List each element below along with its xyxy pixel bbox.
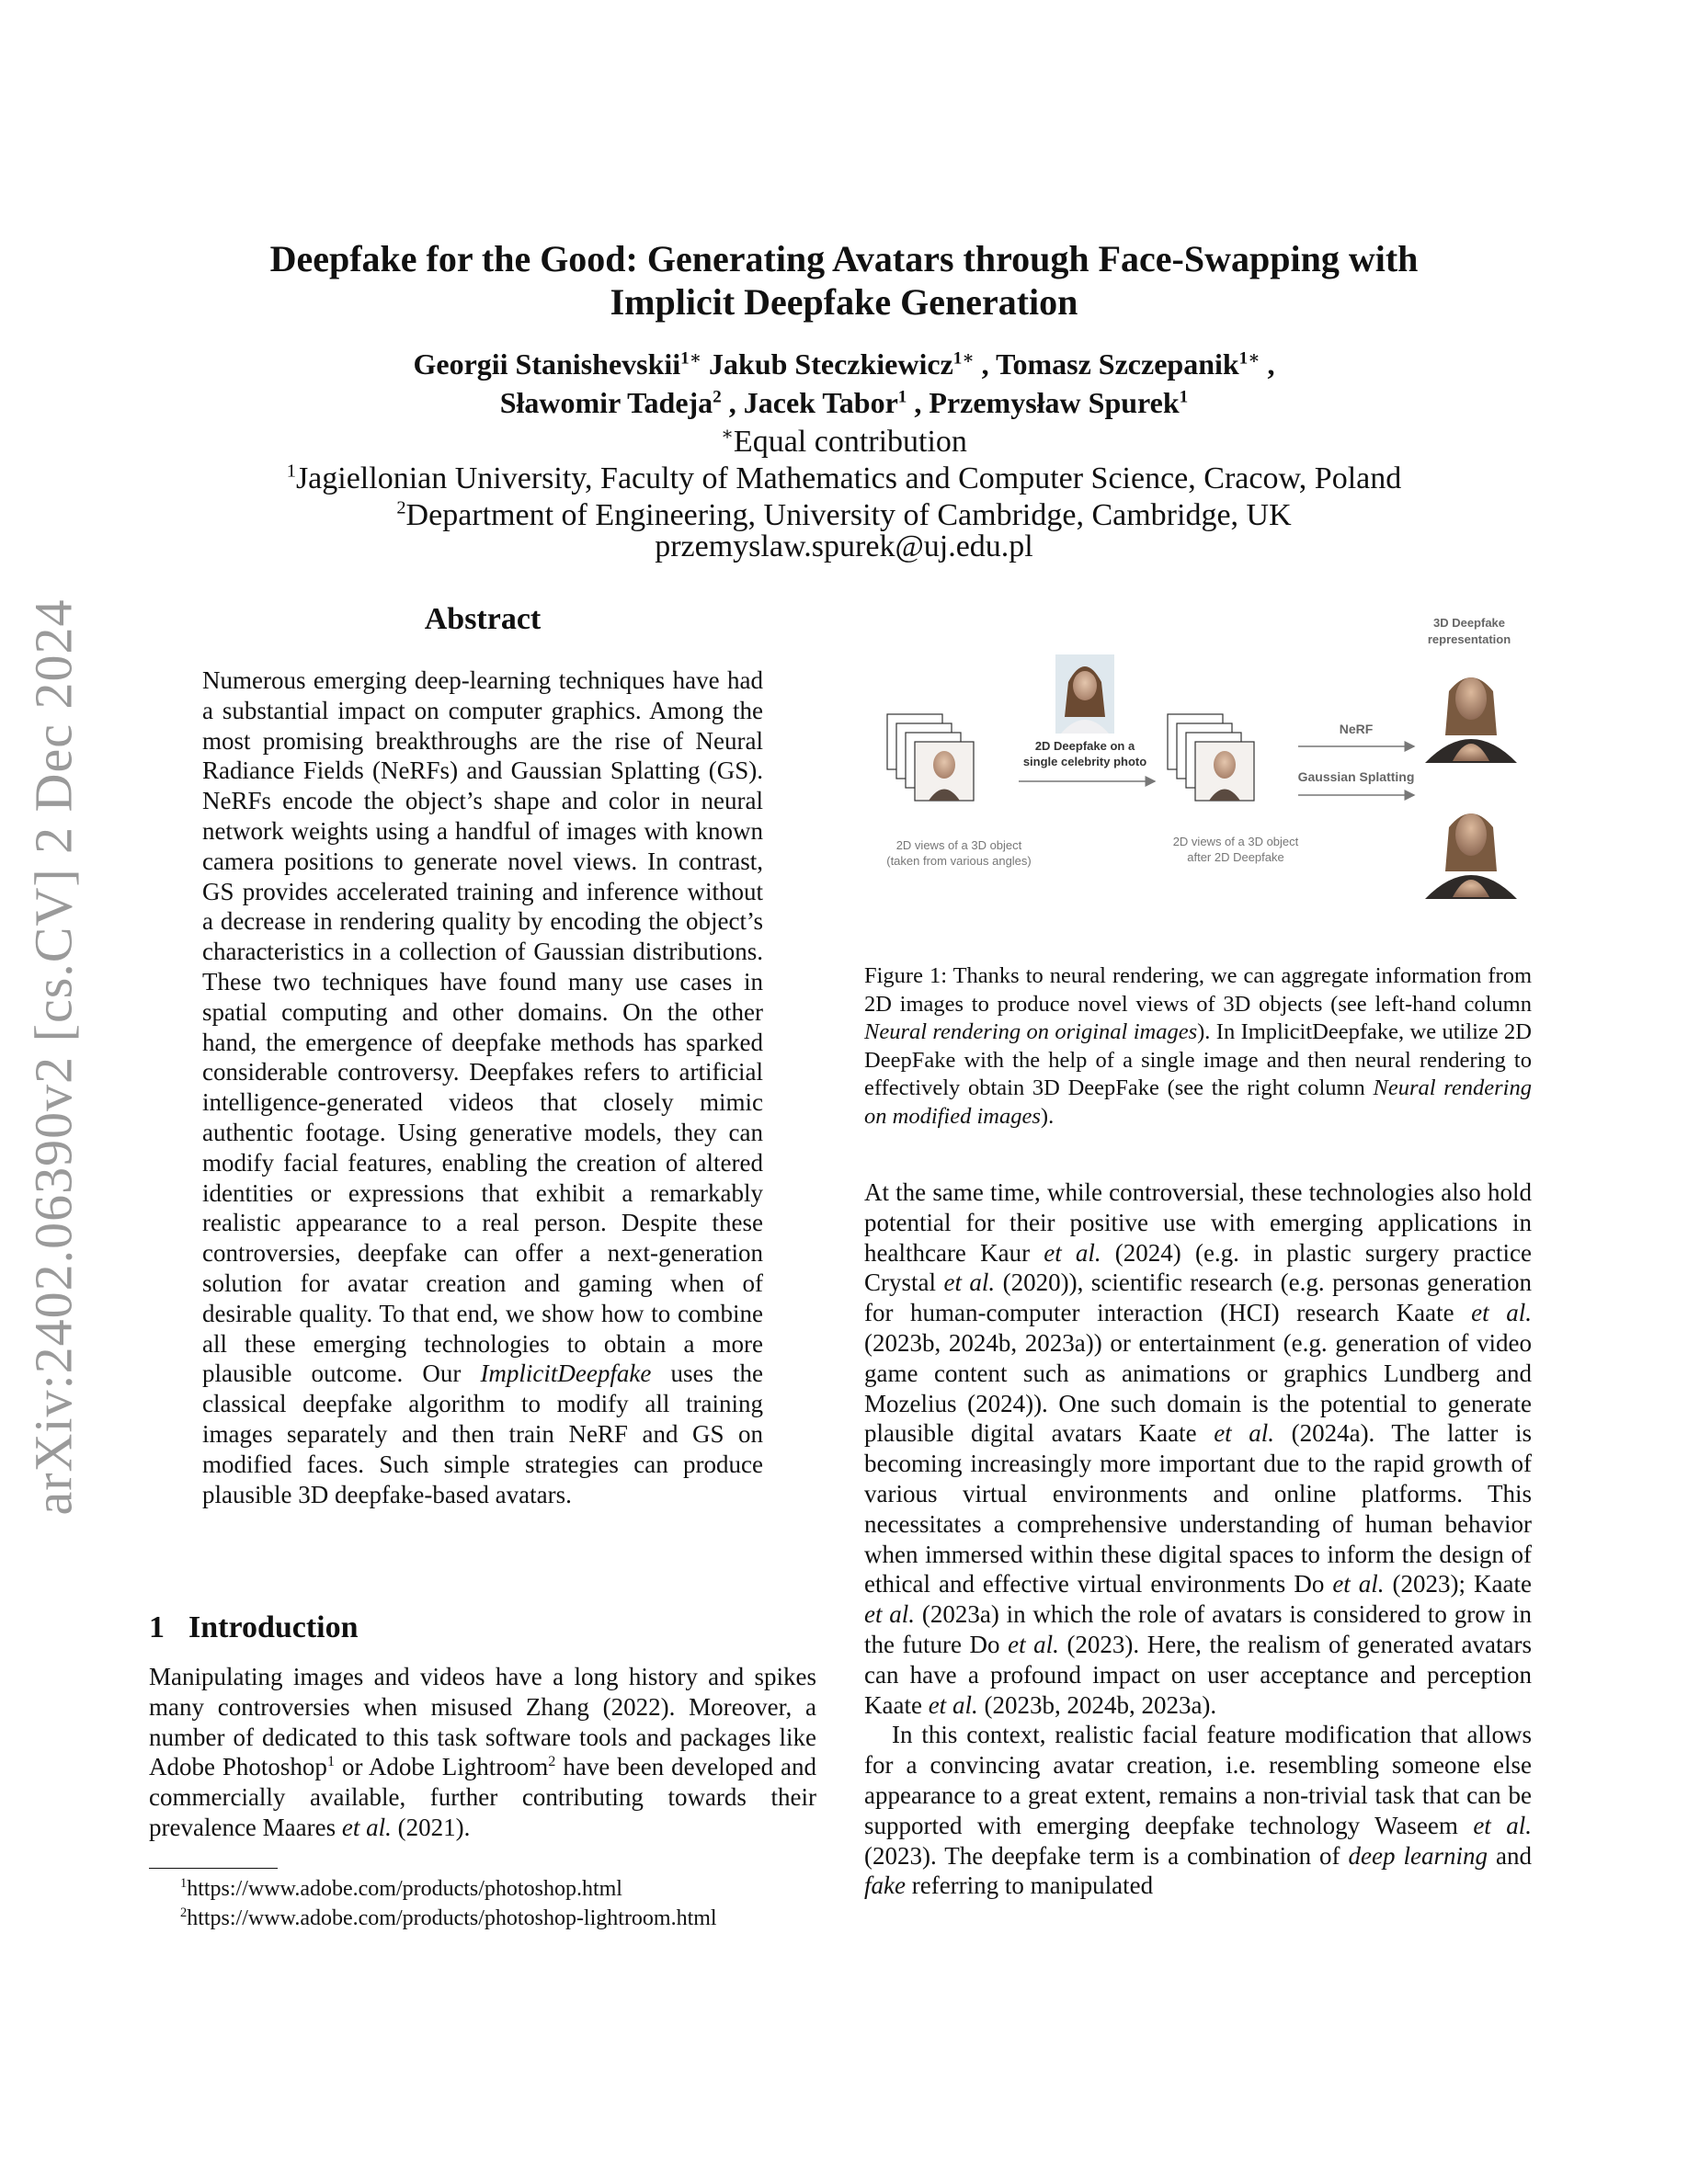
abstract-text: Numerous emerging deep-learning techniques have had a substantial impact on computer graphics. Among the most promising breakthroughs are the rise of Neural Radiance Fields (NeRFs) and Gaussian Splatting (GS). NeRFs encode the object’s shape and color in neural network weights using a handful of images with known camera positions to generate novel views. In contrast, GS provides accelerated training and inference without a decrease in rendering quality by encoding the object’s characteristics in a collection of Gaussian distributions. These two techniques have found many use cases in spatial computing and other domains. On the other hand, the emergence of deepfake methods has sparked considerable controversy. Deepfakes refers to artificial intelligence-generated videos that closely mimic authentic footage. Using generative models, they can modify facial features, enabling the creation of altered identities or expressions that exhibit a remarkably realistic appearance to a real person. Despite these controversies, deepfake can offer a next-generation solution for avatar creation and gaming when of desirable quality. To that end, we show how to combine all these emerging technologies to obtain a more plausible outcome. Our [202, 666, 763, 1388]
author-line-2: Sławomir Tadeja$^2$ , Jacek Tabor$^1$ , Przemysław Spurek$^1$ [499, 386, 1189, 419]
intro-paragraph [149, 1662, 816, 1843]
author-name: Georgii Stanishevskii [413, 347, 681, 381]
nerf-avatar-render [1425, 677, 1517, 763]
footnote-ref[interactable]: 2 [548, 1753, 556, 1770]
author-sup: 1 [1179, 387, 1189, 407]
author-sup: 1 [897, 387, 907, 407]
figure-1-diagram [864, 607, 1549, 901]
section-number: 1 [149, 1610, 165, 1644]
original-views-stack [887, 714, 974, 801]
label-deepfake-views: 2D views of a 3D object [1172, 835, 1299, 848]
affiliation-text: Department of Engineering, University of Cambridge, Cambridge, UK [405, 498, 1292, 532]
author-name: Jakub Steczkiewicz [709, 347, 953, 381]
equal-sup: ∗ [721, 424, 734, 445]
intro-text: or Adobe Lightroom [335, 1753, 549, 1781]
caption-emphasis: Neural rendering on modified images [864, 1075, 1532, 1129]
author-sup: 1∗ [952, 348, 975, 369]
abstract-emphasis: ImplicitDeepfake [480, 1359, 652, 1388]
gs-avatar-render [1425, 813, 1517, 899]
footnote-ref[interactable]: 1 [326, 1753, 336, 1770]
abstract-text-end: uses the classical deepfake algorithm to modify all training images separately and then train NeRF and GS on modified faces. Such simple strategies can produce plausible 3D deepfake-based avatars. [202, 1359, 763, 1508]
footnote-divider [149, 1868, 278, 1869]
affiliation-text: Jagiellonian University, Faculty of Mathematics and Computer Science, Cracow, Poland [295, 461, 1402, 495]
abstract-heading: Abstract [424, 602, 542, 636]
intro-text: Manipulating images and videos have a long history and spikes many controversies when misused Zhang (2022). Moreover, a number of dedicated to this task software tools and packages like Adobe Photoshop [149, 1663, 816, 1781]
right-paragraph-1: At the same time, while controversial, these technologies also hold potential for their positive use with emerging applications in healthcare Kaur et al. (2024) (e.g. in plastic surgery practice Crystal et al. (2020)), scientific research (e.g. personas generation for human-computer interaction (HCI) research Kaate et al. (2023b, 2024b, 2023a)) or entertainment (e.g. generation of video game content such as animations or graphics Lundberg and Mozelius (2024)). One such domain is the potential to generate plausible digital avatars Kaate et al. (2024a). The latter is becoming increasingly more important due to the rapid growth of various virtual environments and online platforms. This necessitates a comprehensive understanding of human behavior when immersed within these digital spaces to inform the design of ethical and effective virtual environments Do et al. (2023); Kaate et al. (2023a) in which the role of avatars is considered to grow in the future Do et al. (2023). Here, the realism of generated avatars can have a profound impact on user acceptance and perception Kaate et al. (2023b, 2024b, 2023a). [864, 1178, 1532, 1719]
right-column-body [864, 1177, 1532, 1901]
equal-text: Equal contribution [733, 425, 967, 459]
label-3d-deepfake: 3D Deepfake [1432, 616, 1506, 630]
caption-text: ). In ImplicitDeepfake, we utilize 2D DeepFake with the help of a single image and then neural rendering to effectively obtain 3D DeepFake (see the right column [864, 1019, 1532, 1100]
arxiv-stamp-text: arXiv:2402.06390v2 [cs.CV] 2 Dec 2024 [23, 598, 84, 1516]
label-nerf: NeRF [1339, 722, 1374, 736]
section-heading-introduction [149, 1610, 359, 1645]
paper-title [0, 237, 1688, 324]
affiliation-sup: 2 [396, 497, 406, 518]
label-2d-deepfake-sub: single celebrity photo [1022, 755, 1147, 768]
label-gaussian-splatting: Gaussian Splatting [1297, 769, 1415, 784]
author-name: Przemysław Spurek [929, 386, 1180, 419]
footnote-link[interactable]: https://www.adobe.com/products/photoshop.html [187, 1877, 622, 1901]
intro-emphasis: et al. [341, 1813, 392, 1841]
abstract-body [202, 665, 763, 1509]
author-name: Jacek Tabor [743, 386, 898, 419]
label-3d-representation: representation [1427, 632, 1511, 646]
author-email[interactable]: przemyslaw.spurek@uj.edu.pl [655, 529, 1033, 563]
footnote-2 [180, 1905, 717, 1932]
footnote-1 [180, 1875, 622, 1903]
footnote-sup: 1 [180, 1876, 188, 1891]
title-line-1: Deepfake for the Good: Generating Avatars through Face-Swapping with [269, 238, 1419, 279]
author-name: Tomasz Szczepanik [996, 347, 1239, 381]
title-line-2: Implicit Deepfake Generation [610, 281, 1078, 323]
author-sup: 1∗ [1238, 348, 1260, 369]
intro-text: (2021). [391, 1813, 471, 1841]
label-2d-deepfake: 2D Deepfake on a [1034, 739, 1135, 753]
equal-contribution [0, 424, 1688, 461]
author-name: Sławomir Tadeja [499, 386, 713, 419]
footnote-sup: 2 [180, 1905, 188, 1920]
caption-emphasis: Neural rendering on original images [864, 1019, 1198, 1044]
label-original-views-sub: (taken from various angles) [886, 854, 1032, 868]
label-deepfake-views-sub: after 2D Deepfake [1187, 850, 1284, 864]
section-title: Introduction [188, 1610, 359, 1644]
caption-text: Figure 1: Thanks to neural rendering, we can aggregate information from 2D images to produce novel views of 3D objects (see left-hand column [864, 963, 1532, 1017]
author-line-1: Georgii Stanishevskii$^{1∗}$ Jakub Steczkiewicz$^{1∗}$ , Tomasz Szczepanik$^{1∗}$ , [413, 347, 1275, 381]
arxiv-stamp [7, 588, 99, 1526]
intro-text: have been developed and commercially available, further contributing towards their prevalence Maares [149, 1753, 816, 1841]
author-sup: 1∗ [680, 348, 702, 369]
celebrity-photo [1055, 654, 1114, 734]
caption-text: ). [1040, 1103, 1055, 1129]
label-original-views: 2D views of a 3D object [895, 838, 1022, 852]
right-paragraph-2: In this context, realistic facial feature modification that allows for a convincing avatar creation, i.e. resembling someone else appearance to a great extent, remains a non-trivial task that can be supported with emerging deepfake technology Waseem et al. (2023). The deepfake term is a combination of deep learning and fake referring to manipulated [864, 1721, 1532, 1900]
figure-1-caption [864, 962, 1532, 1131]
affiliation-1 [0, 461, 1688, 497]
deepfake-views-stack [1168, 714, 1254, 801]
footnote-link[interactable]: https://www.adobe.com/products/photoshop-lightroom.html [187, 1906, 717, 1930]
author-sup: 2 [713, 387, 722, 407]
affiliation-sup: 1 [286, 461, 296, 482]
